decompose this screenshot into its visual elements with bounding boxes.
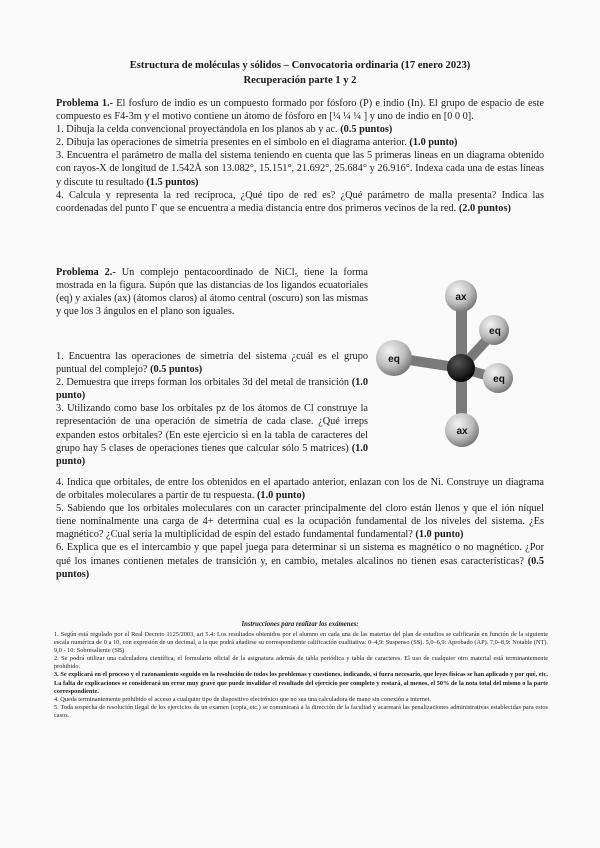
instruction-item: 3. Se explicará en el proceso y el razonamiento seguido en la resolución de todos los problemas y cuestiones, indicando, si fuera necesario, que leyes físicas se han aplicado y por qué, etc. La falta de explicaciones se considerará un error muy grave que puede invalidar el resultado del ejercicio por completo y restará, al menos, el 50% de la nota total del mismo o la parte correspondiente. [54, 671, 548, 695]
central-atom-ni [447, 354, 475, 382]
problem-2-item: 6. Explica que es el intercambio y que papel juega para determinar si un sistema es magnético o no magnético. ¿Por qué los imanes contienen metales de transición y, en cambio, metales alcalinos no tienen esas características? (0.5 puntos) [56, 542, 544, 580]
problem-2-item: 1. Encuentra las operaciones de simetría del sistema ¿cuál es el grupo puntual del complejo? (0.5 puntos) [56, 351, 368, 376]
problem-2-item: 2. Demuestra que irreps forman los orbitales 3d del metal de transición (1.0 punto) [56, 377, 368, 402]
problem-2-intro: Problema 2.- Un complejo pentacoordinado de NiCl₅ tiene la forma mostrada en la figura. Supón que las distancias de los ligandos ecuatoriales (eq) y axiales (ax) (átomos claros) al átomo central (oscuro) son las mismas y que los 3 ángulos en el plano son iguales. [56, 267, 368, 318]
instruction-item: 2. Se podrá utilizar una calculadora científica, el formulario oficial de la asignatura además de tabla periódica y tabla de caracteres. El uso de cualquier otro material está terminantemente prohibido. [54, 655, 548, 671]
label-eq-right-top: eq [489, 326, 501, 337]
problem-1 [56, 97, 544, 215]
problem-2-item: 3. Utilizando como base los orbitales pz de los átomos de Cl construye la representación de una operación de simetría de cada clase. ¿Qué irreps expanden estos orbitales? (En este ejercicio si en la tabla de caracteres del grupo hay 5 clases de operaciones tienes que calcular sólo 5 matrices) (1.0 punto) [56, 403, 368, 467]
instruction-item: 1. Según está regulado por el Real Decreto 1125/2003, art 5.4: Los resultados obtenidos por el alumno en cada una de las materias del plan de estudios se calificarán en función de la siguiente escala numérica de 0 a 10, con expresión de un decimal, a la que podrá añadirse su correspondiente calificación cualitativa: 0–4,9: Suspenso (SS). 5,0–6,9: Aprobado (AP). 7,0–8,9: Notable (NT). 9,0 - 10: Sobresaliente (SB) [54, 631, 548, 655]
exam-title: Estructura de moléculas y sólidos – Convocatoria ordinaria (17 enero 2023) [129, 60, 471, 71]
problem-2-item: 4. Indica que orbitales, de entre los obtenidos en el apartado anterior, enlazan con los de Ni. Construye un diagrama de orbitales moleculares a partir de tu respuesta. (1.0 punto) [56, 477, 544, 502]
problem-1-label: Problema 1.- [56, 98, 114, 109]
instructions-title: Instrucciones para realizar los exámenes: [241, 621, 359, 628]
problem-1-item: 2. Dibuja las operaciones de simetría presentes en el símbolo en el diagrama anterior. (1.0 punto) [56, 137, 458, 149]
problem-2-label: Problema 2.- [56, 267, 116, 278]
instruction-item: 5. Toda sospecha de resolución ilegal de los ejercicios de un examen (copia, etc.) se comunicará a la dirección de la facultad y acarreará las penalizaciones administrativas establecidas para estos casos. [54, 703, 548, 719]
label-ax-bottom: ax [456, 426, 468, 437]
label-eq-right-bottom: eq [493, 374, 505, 385]
label-ax-top: ax [455, 292, 467, 303]
instructions-list [54, 631, 548, 720]
instruction-item: 4. Queda terminantemente prohibido el acceso a cualquier tipo de dispositivo electrónico que no sea una calculadora de mano sin conexión a internet. [54, 695, 431, 703]
problem-1-item: 3. Encuentra el parámetro de malla del sistema teniendo en cuenta que las 5 primeras líneas en un diagrama obtenido con rayos-X de longitud de 1.542Å son 13.082°, 15.151°, 21.692°, 25.684° y 26.916°. Indexa cada una de estas líneas y discute tu resultado (1.5 puntos) [56, 150, 544, 188]
problem-1-intro: Problema 1.- El fosfuro de indio es un compuesto formado por fósforo (P) e indio (In). El grupo de espacio de este compuesto es F4-3m y el motivo contiene un átomo de fósforo en [¼ ¼ ¼ ] y uno de indio en [0 0 0]. [56, 98, 545, 123]
problem-1-item: 1. Dibuja la celda convencional proyectándola en los planos ab y ac. (0.5 puntos) [56, 124, 393, 136]
problem-2-items-wide [56, 476, 544, 581]
exam-subtitle: Recuperación parte 1 y 2 [243, 75, 357, 86]
problem-2-items-narrow [56, 350, 368, 468]
problem-1-item: 4. Calcula y representa la red recíproca, ¿Qué tipo de red es? ¿Qué parámetro de malla presenta? Indica las coordenadas del punto Γ que se encuentra a media distancia entre dos primeros vecinos de la red. (2.0 puntos) [56, 189, 544, 214]
problem-2-item: 5. Sabiendo que los orbitales moleculares con un caracter principalmente del cloro están llenos y que el ión níquel tiene nominalmente una carga de 4+ determina cual es la ocupación fundamental de los niveles del sistema. ¿Es magnético? ¿Cual sería la multiplicidad de espín del estado fundamental fundamental? (1.0 punto) [56, 503, 544, 541]
nicl5-molecule-figure [366, 270, 526, 470]
label-eq-left: eq [388, 354, 400, 365]
